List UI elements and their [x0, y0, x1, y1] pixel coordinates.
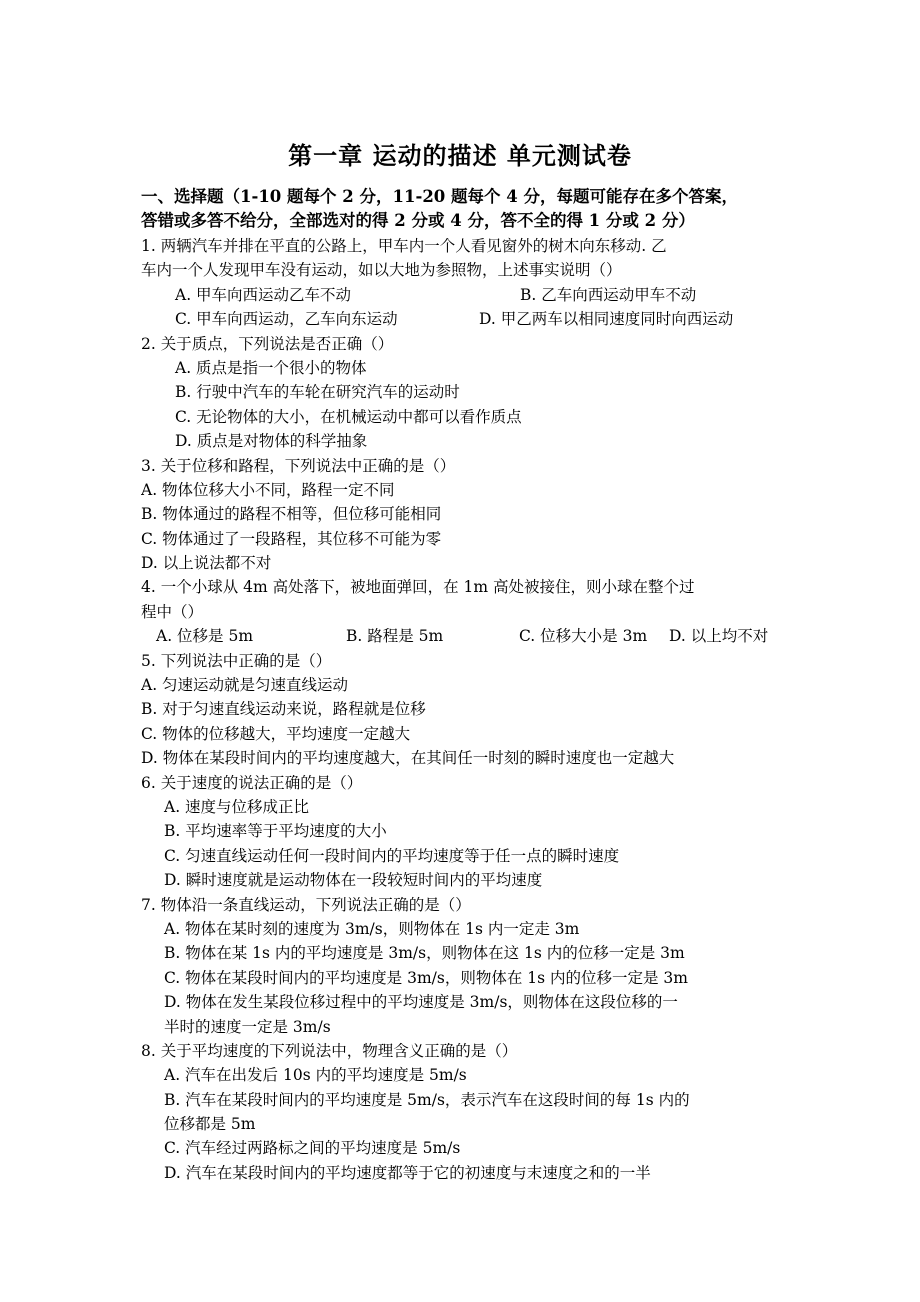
page-title: 第一章 运动的描述 单元测试卷 — [288, 141, 632, 170]
option-c: C. 位移大小是 3m — [519, 627, 648, 646]
option-b: B. 汽车在某段时间内的平均速度是 5m/s，表示汽车在这段时间的每 1s 内的 — [164, 1090, 690, 1109]
question-stem: 5. 下列说法中正确的是（） — [141, 651, 332, 670]
question-6 — [141, 771, 791, 893]
question-7 — [141, 893, 791, 1039]
option-c: C. 甲车向西运动，乙车向东运动 — [175, 310, 398, 329]
option-a: A. 甲车向西运动乙车不动 — [175, 285, 352, 304]
option-c: C. 物体的位移越大，平均速度一定越大 — [141, 724, 411, 743]
question-stem: 4. 一个小球从 4m 高处落下，被地面弹回，在 1m 高处被接住，则小球在整个过 — [141, 578, 695, 597]
section-heading-line: 答错或多答不给分，全部选对的得 2 分或 4 分，答不全的得 1 分或 2 分） — [141, 211, 695, 231]
question-stem: 8. 关于平均速度的下列说法中，物理含义正确的是（） — [141, 1041, 518, 1060]
option-a: A. 位移是 5m — [156, 627, 254, 646]
option-b: B. 对于匀速直线运动来说，路程就是位移 — [141, 700, 426, 719]
section-heading-line: 一、选择题（1-10 题每个 2 分，11-20 题每个 4 分，每题可能存在多个答案， — [141, 187, 738, 206]
option-b: B. 乙车向西运动甲车不动 — [520, 285, 697, 304]
question-stem: 2. 关于质点，下列说法是否正确（） — [141, 334, 394, 353]
question-5 — [141, 649, 791, 771]
option-a: A. 速度与位移成正比 — [164, 797, 310, 816]
question-stem: 车内一个人发现甲车没有运动，如以大地为参照物，上述事实说明（） — [141, 261, 622, 280]
question-8 — [141, 1039, 791, 1185]
question-stem: 6. 关于速度的说法正确的是（） — [141, 773, 363, 792]
option-d: D. 瞬时速度就是运动物体在一段较短时间内的平均速度 — [164, 871, 543, 890]
option-c: C. 匀速直线运动任何一段时间内的平均速度等于任一点的瞬时速度 — [164, 846, 620, 865]
question-stem: 3. 关于位移和路程，下列说法中正确的是（） — [141, 456, 456, 475]
option-b-continued: 位移都是 5m — [164, 1115, 256, 1134]
option-b: B. 物体通过的路程不相等，但位移可能相同 — [141, 505, 442, 524]
option-b: B. 行驶中汽车的车轮在研究汽车的运动时 — [175, 383, 460, 402]
option-row — [141, 624, 791, 648]
question-stem: 1. 两辆汽车并排在平直的公路上，甲车内一个人看见窗外的树木向东移动. 乙 — [141, 237, 667, 255]
question-4 — [141, 575, 791, 648]
option-a: A. 物体位移大小不同，路程一定不同 — [141, 480, 395, 499]
option-row — [141, 283, 791, 307]
option-d-continued: 半时的速度一定是 3m/s — [164, 1017, 331, 1036]
question-stem: 7. 物体沿一条直线运动，下列说法正确的是（） — [141, 895, 471, 914]
question-stem: 程中（） — [141, 602, 204, 621]
option-c: C. 汽车经过两路标之间的平均速度是 5m/s — [164, 1139, 461, 1158]
option-d: D. 甲乙两车以相同速度同时向西运动 — [479, 310, 734, 329]
option-a: A. 匀速运动就是匀速直线运动 — [141, 676, 349, 695]
option-d: D. 物体在发生某段位移过程中的平均速度是 3m/s，则物体在这段位移的一 — [164, 993, 678, 1012]
option-b: B. 平均速率等于平均速度的大小 — [164, 822, 387, 841]
question-3 — [141, 454, 791, 576]
question-1 — [141, 234, 791, 332]
option-row — [141, 307, 791, 331]
option-d: D. 物体在某段时间内的平均速度越大，在其间任一时刻的瞬时速度也一定越大 — [141, 749, 675, 768]
option-b: B. 物体在某 1s 内的平均速度是 3m/s，则物体在这 1s 内的位移一定是 3m — [164, 944, 685, 963]
option-d: D. 质点是对物体的科学抽象 — [175, 432, 368, 451]
option-c: C. 物体在某段时间内的平均速度是 3m/s，则物体在 1s 内的位移一定是 3m — [164, 968, 688, 987]
option-a: A. 物体在某时刻的速度为 3m/s，则物体在 1s 内一定走 3m — [164, 919, 580, 938]
option-a: A. 汽车在出发后 10s 内的平均速度是 5m/s — [164, 1066, 467, 1085]
option-c: C. 物体通过了一段路程，其位移不可能为零 — [141, 529, 442, 548]
option-d: D. 汽车在某段时间内的平均速度都等于它的初速度与末速度之和的一半 — [164, 1163, 651, 1182]
option-a: A. 质点是指一个很小的物体 — [175, 358, 367, 377]
option-d: D. 以上均不对 — [669, 627, 769, 646]
option-b: B. 路程是 5m — [346, 627, 444, 646]
option-c: C. 无论物体的大小，在机械运动中都可以看作质点 — [175, 407, 522, 426]
question-list — [141, 234, 791, 1185]
option-d: D. 以上说法都不对 — [141, 554, 272, 573]
section-heading — [141, 185, 791, 234]
question-2 — [141, 332, 791, 454]
